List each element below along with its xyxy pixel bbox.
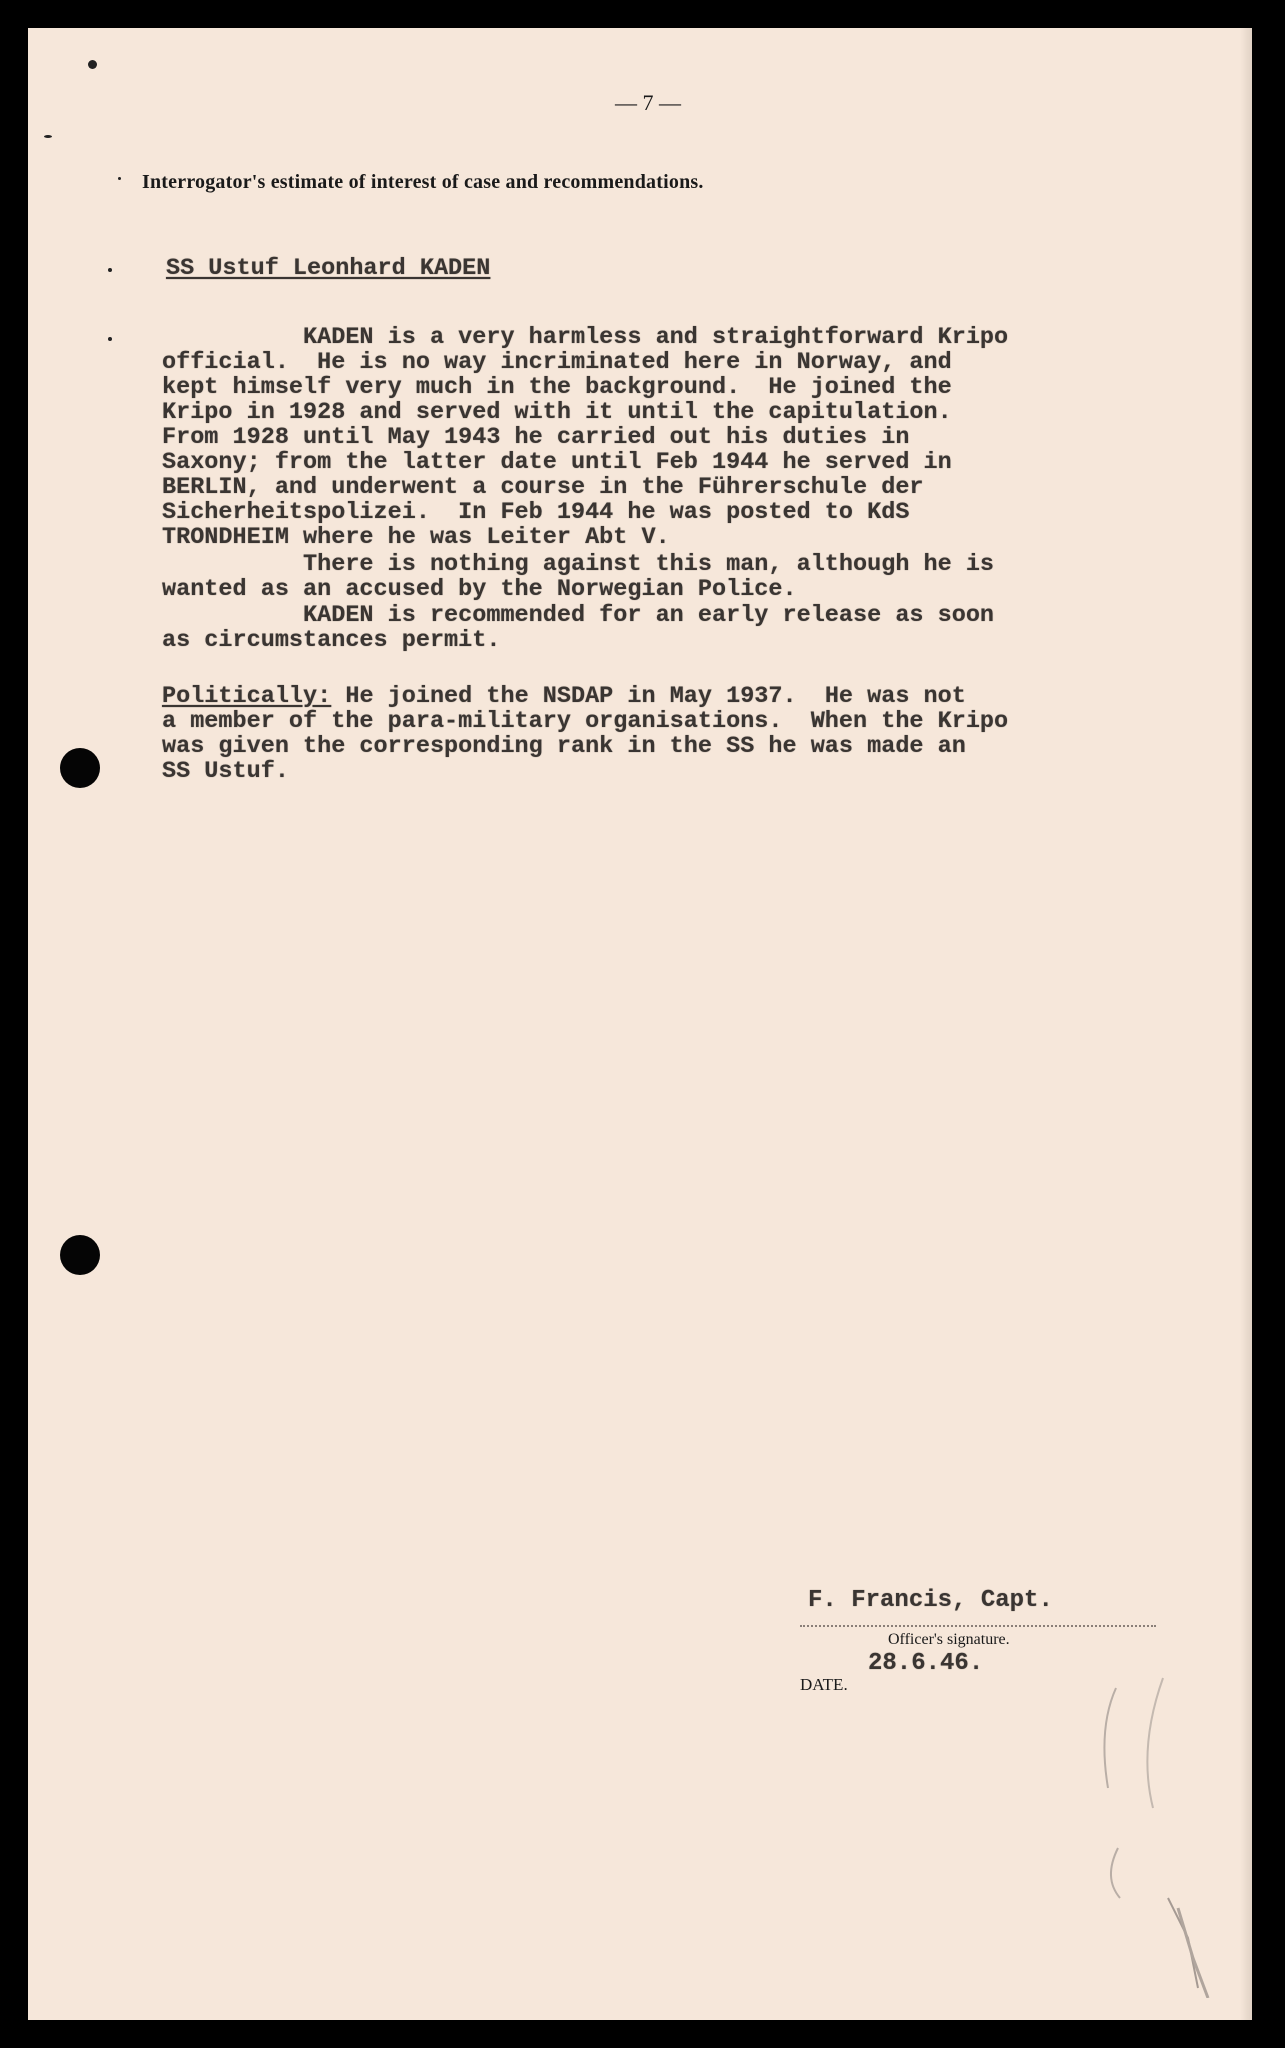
assessment-line: Sicherheitspolizei. In Feb 1944 he was posted to KdS bbox=[162, 499, 910, 526]
ink-speck bbox=[44, 135, 52, 138]
political-line: a member of the para-military organisations. When the Kripo bbox=[162, 708, 1009, 735]
punch-hole-bottom bbox=[60, 1235, 100, 1275]
political-line: SS Ustuf. bbox=[162, 758, 289, 785]
punch-hole-top bbox=[60, 748, 100, 788]
form-heading: Interrogator's estimate of interest of case and recommendations. bbox=[142, 171, 704, 193]
ink-speck bbox=[88, 60, 97, 69]
date-value: 28.6.46. bbox=[868, 1650, 984, 1677]
assessment-line: as circumstances permit. bbox=[162, 627, 501, 654]
date-label: DATE. bbox=[800, 1675, 848, 1694]
assessment-line: Kripo in 1928 and served with it until the capitulation. bbox=[162, 399, 952, 426]
assessment-line: kept himself very much in the background. He joined the bbox=[162, 374, 952, 401]
political-first-line bbox=[162, 684, 966, 710]
assessment-line: BERLIN, and underwent a course in the Führerschule der bbox=[162, 474, 924, 501]
political-text: He joined the NSDAP in May 1937. He was not bbox=[331, 683, 966, 710]
ink-speck bbox=[108, 268, 112, 272]
document-page bbox=[28, 28, 1252, 2020]
subject-name: SS Ustuf Leonhard KADEN bbox=[166, 255, 491, 282]
signature-line bbox=[800, 1625, 1156, 1627]
ink-speck bbox=[118, 177, 121, 180]
assessment-line: Saxony; from the latter date until Feb 1944 he served in bbox=[162, 449, 952, 476]
page-number: — 7 — bbox=[615, 90, 681, 115]
political-line: was given the corresponding rank in the SS he was made an bbox=[162, 733, 966, 760]
officer-name: F. Francis, Capt. bbox=[808, 1587, 1053, 1614]
ink-speck bbox=[108, 337, 112, 341]
assessment-line: There is nothing against this man, although he is bbox=[162, 551, 995, 578]
assessment-line: TRONDHEIM where he was Leiter Abt V. bbox=[162, 524, 670, 551]
assessment-line: KADEN is recommended for an early release as soon bbox=[162, 602, 995, 629]
assessment-line: KADEN is a very harmless and straightforward Kripo bbox=[162, 324, 1009, 351]
assessment-line: From 1928 until May 1943 he carried out his duties in bbox=[162, 424, 910, 451]
assessment-line: official. He is no way incriminated here in Norway, and bbox=[162, 349, 952, 376]
political-label: Politically: bbox=[162, 683, 332, 710]
assessment-line: wanted as an accused by the Norwegian Police. bbox=[162, 576, 797, 603]
page-edge-shadow bbox=[1240, 28, 1252, 2020]
pencil-marks bbox=[1068, 1638, 1228, 1998]
signature-caption: Officer's signature. bbox=[888, 1631, 1010, 1648]
